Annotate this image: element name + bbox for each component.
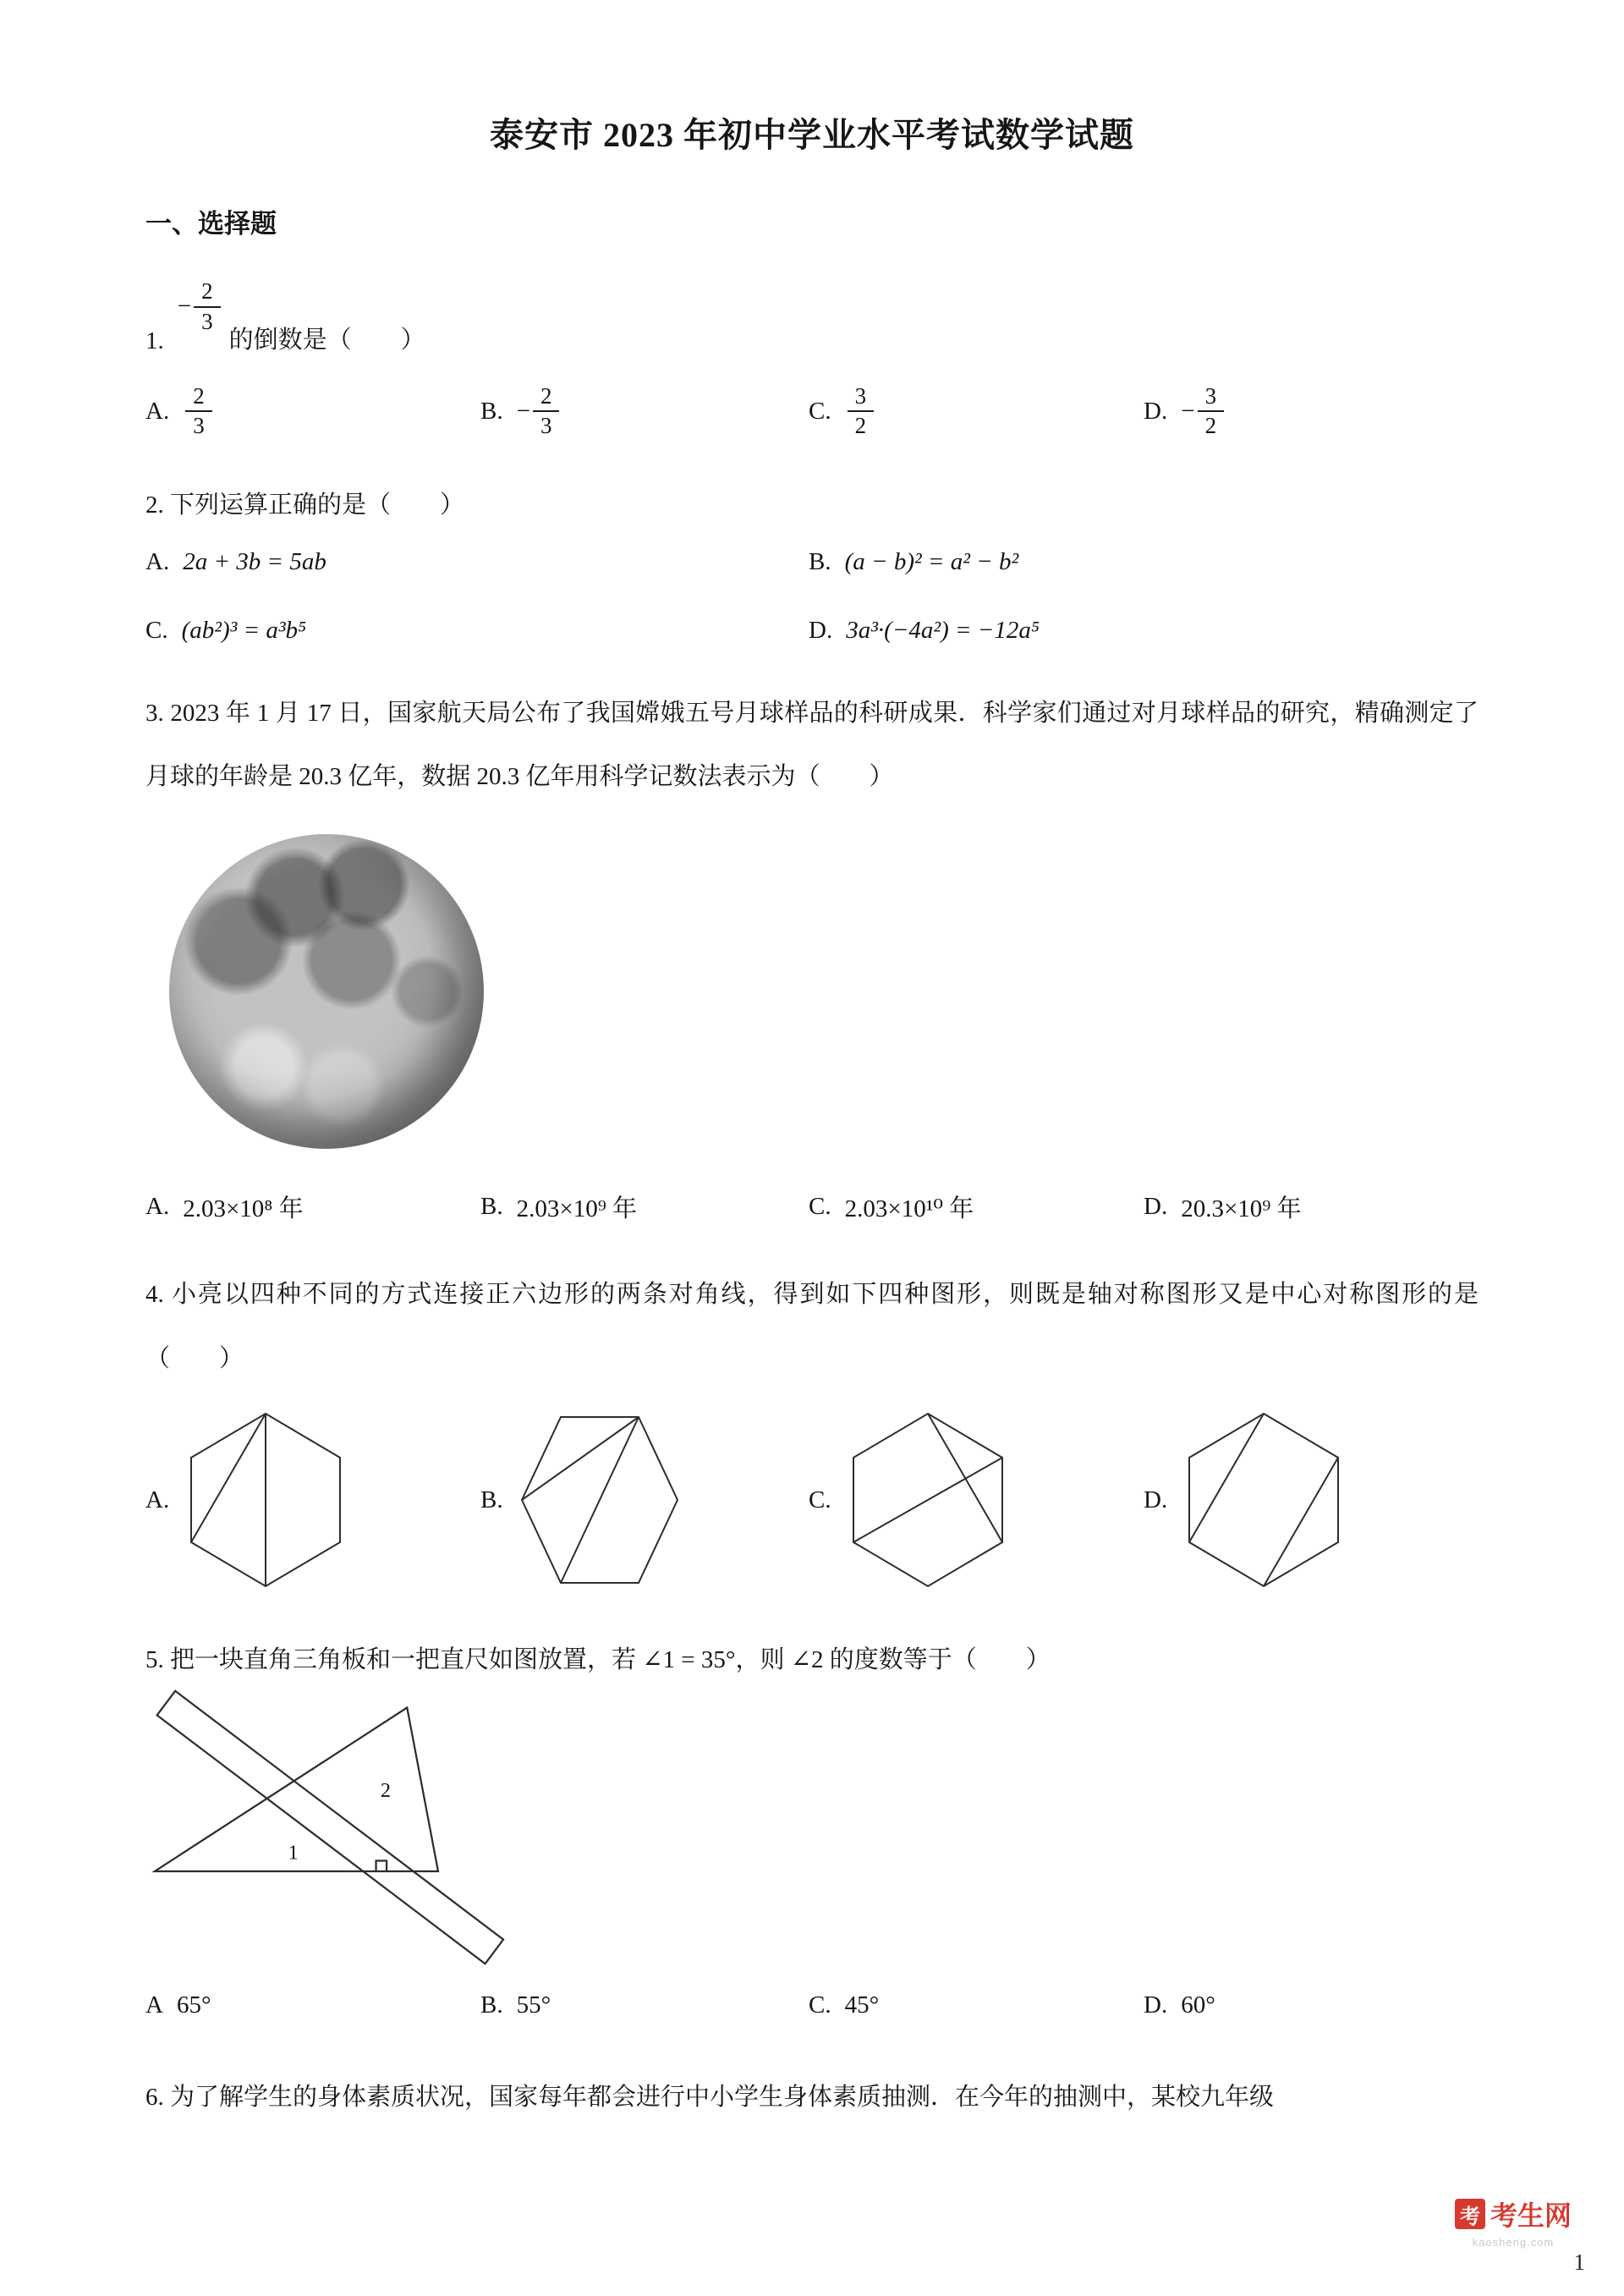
question-5-stem: 5. 把一块直角三角板和一把直尺如图放置，若 ∠1 = 35°，则 ∠2 的度数等于（ ）: [145, 1646, 1051, 1674]
option-label: A.: [145, 1193, 170, 1221]
hexagon-figure-b: [515, 1406, 684, 1594]
angle-1-label: 1: [288, 1841, 299, 1865]
formula: 2a + 3b = 5ab: [183, 547, 326, 575]
formula: 3a³·(−4a²) = −12a⁵: [846, 616, 1040, 644]
question-3-options: [145, 1189, 1479, 1224]
q5-option-c: [809, 1991, 1144, 2019]
q1-option-b: [480, 382, 809, 442]
option-label: D.: [1144, 397, 1168, 425]
option-label: C.: [809, 397, 831, 425]
q2-option-d: [809, 617, 1479, 645]
q3-option-d: [1144, 1189, 1479, 1224]
option-label: D.: [1144, 1486, 1168, 1513]
option-label: B.: [480, 1991, 503, 2019]
option-value: 2.03×10⁸ 年: [183, 1195, 304, 1223]
right-angle-mark: [376, 1860, 387, 1871]
question-4-figures: [145, 1406, 1479, 1594]
hexagon-figure-d: [1179, 1406, 1348, 1594]
option-label: D.: [1144, 1991, 1168, 2019]
option-value: 60°: [1181, 1991, 1215, 2019]
q1-option-d: [1144, 382, 1479, 442]
hexagon-figure-a: [181, 1406, 350, 1594]
option-label: B.: [480, 397, 503, 425]
q3-option-c: [809, 1189, 1144, 1224]
question-4-stem: 4. 小亮以四种不同的方式连接正六边形的两条对角线，得到如下四种图形，则既是轴对称图形又是中心对称图形的是（ ）: [145, 1281, 1479, 1372]
page-number: 1: [1573, 2249, 1585, 2275]
question-2-stem: 2. 下列运算正确的是（ ）: [145, 492, 465, 519]
question-6-stem: 6. 为了解学生的身体素质状况，国家每年都会进行中小学生身体素质抽测．在今年的抽测中，某校九年级: [145, 2083, 1275, 2111]
diagonal-line: [853, 1458, 1002, 1542]
question-number: 1.: [145, 327, 164, 354]
diagonal-line: [928, 1414, 1002, 1542]
option-label: B.: [480, 1486, 503, 1513]
q1-option-c: [809, 382, 1144, 442]
triangle-ruler-figure: [147, 1689, 511, 1966]
option-value: 2.03×10¹⁰ 年: [844, 1195, 974, 1223]
option-label: C.: [145, 616, 168, 644]
watermark-subtext: kaosheng.com: [1472, 2236, 1555, 2249]
option-label: A.: [145, 1486, 170, 1513]
option-label: C.: [809, 1486, 831, 1513]
option-label: C.: [809, 1991, 831, 2019]
q2-option-b: [809, 548, 1479, 576]
question-2-options: [145, 548, 1479, 645]
q2-option-c: [145, 617, 809, 645]
formula: (ab²)³ = a³b⁵: [181, 616, 307, 644]
option-label: B.: [809, 547, 831, 575]
watermark-icon: 考: [1455, 2199, 1485, 2229]
option-label: B.: [480, 1193, 503, 1221]
diagonal-line: [561, 1417, 639, 1583]
option-value: 20.3×10⁹ 年: [1181, 1195, 1302, 1223]
option-value: 45°: [844, 1991, 880, 2019]
option-label: C.: [809, 1193, 831, 1221]
diagonal-line: [1189, 1414, 1264, 1542]
option-label: A.: [145, 397, 170, 425]
q5-option-a: [145, 1991, 480, 2019]
fraction: $\frac{2}{3}$: [183, 382, 212, 442]
question-1-options: [145, 382, 1479, 442]
diagonal-line: [522, 1417, 639, 1500]
fraction: $\frac{3}{2}$: [845, 382, 875, 442]
hexagon-figure-c: [843, 1406, 1012, 1594]
q4-option-b: [480, 1406, 809, 1594]
diagonal-line: [1264, 1458, 1338, 1586]
fraction: − $\frac{3}{2}$: [1181, 382, 1224, 442]
hexagon-outline: [1189, 1414, 1338, 1586]
angle-2-label: 2: [380, 1778, 392, 1802]
watermark-logo: [1455, 2194, 1572, 2249]
q4-option-c: [809, 1406, 1144, 1594]
q5-option-b: [480, 1991, 809, 2019]
option-label: A.: [145, 547, 170, 575]
q5-option-d: [1144, 1991, 1479, 2019]
q3-option-a: [145, 1189, 480, 1224]
q2-option-a: [145, 548, 809, 576]
diagonal-line: [191, 1414, 266, 1542]
option-label: D.: [1144, 1193, 1168, 1221]
section-heading: 一、选择题: [145, 209, 277, 239]
page-title: 泰安市 2023 年初中学业水平考试数学试题: [490, 116, 1134, 154]
option-value: 55°: [516, 1991, 551, 2019]
option-label: A: [145, 1991, 163, 2019]
option-label: D.: [809, 616, 833, 644]
option-value: 65°: [176, 1991, 211, 2019]
q3-option-b: [480, 1189, 809, 1224]
stem-text: 的倒数是（ ）: [228, 326, 425, 354]
stem-fraction: − $\frac{2}{3}$: [178, 277, 221, 337]
fraction: − $\frac{2}{3}$: [517, 382, 560, 442]
option-value: 2.03×10⁹ 年: [516, 1195, 638, 1223]
formula: (a − b)² = a² − b²: [844, 547, 1019, 575]
q4-option-a: [145, 1406, 480, 1594]
moon-image: [169, 834, 484, 1149]
question-3-stem: 3. 2023 年 1 月 17 日，国家航天局公布了我国嫦娥五号月球样品的科研成果．科学家们通过对月球样品的研究，精确测定了月球的年龄是 20.3 亿年，数据 20.3 亿年用科学记数法表示为（ ）: [145, 699, 1479, 790]
question-5-options: [145, 1991, 1479, 2019]
ruler-shape: [157, 1691, 503, 1964]
question-1-stem: [145, 277, 1479, 355]
watermark-name: 考生网: [1490, 2200, 1572, 2231]
q1-option-a: [145, 382, 480, 442]
q4-option-d: [1144, 1406, 1479, 1594]
